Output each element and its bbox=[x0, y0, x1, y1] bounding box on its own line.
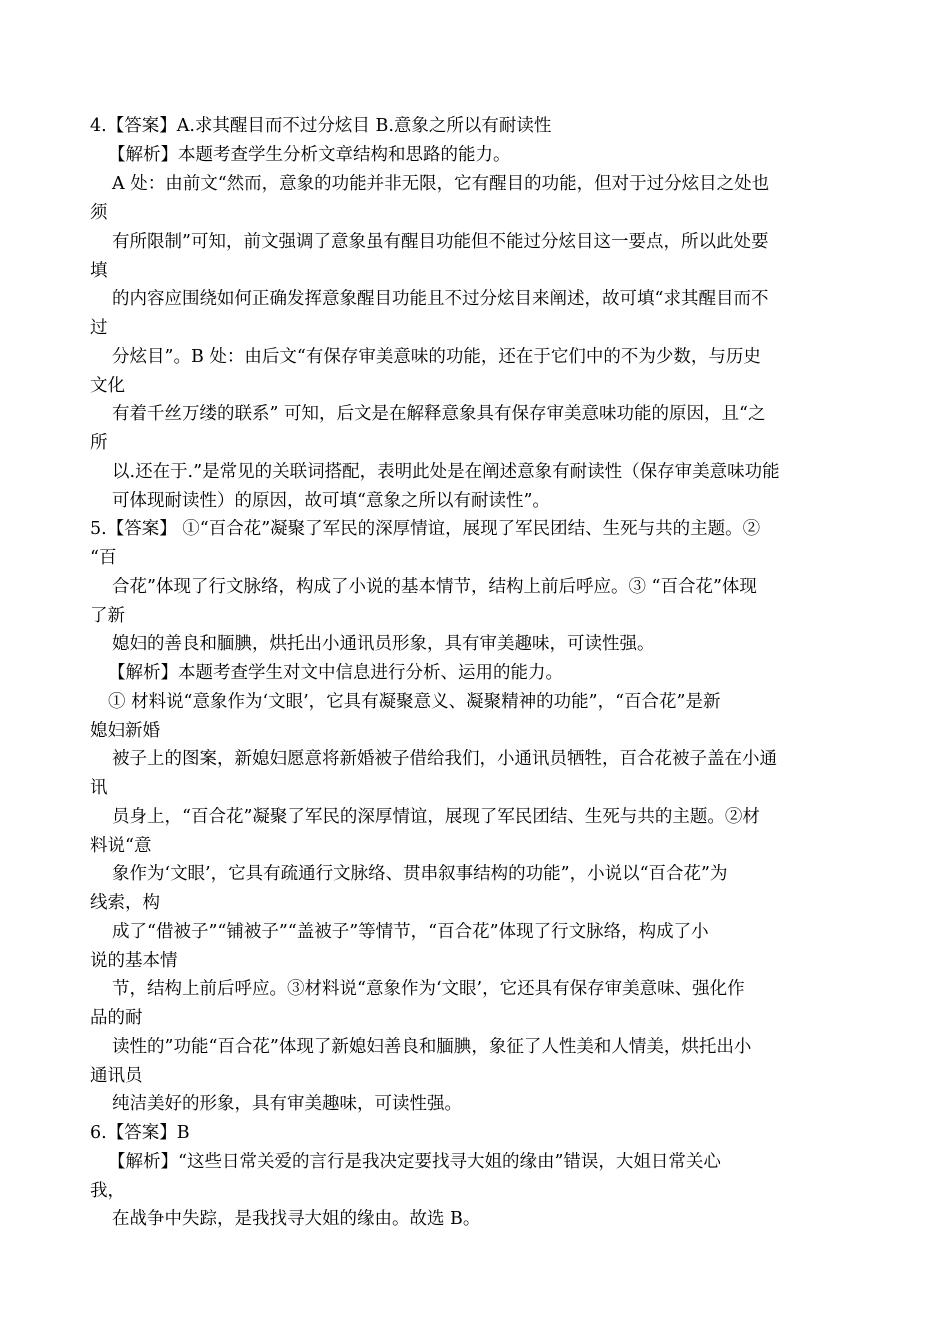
analysis-5-text: 纯洁美好的形象，具有审美趣味，可读性强。 bbox=[112, 1094, 462, 1114]
analysis-4-text: 所 bbox=[90, 433, 108, 453]
analysis-5-heading: 【解析】本题考查学生对文中信息进行分析、运用的能力。 bbox=[108, 663, 563, 683]
analysis-4-text: 以.还在于.”是常见的关联词搭配，表明此处是在阐述意象有耐读性（保存审美意味功能 bbox=[112, 462, 780, 482]
analysis-5-text: 讯 bbox=[90, 778, 108, 798]
answer-4-heading: 4.【答案】A.求其醒目而不过分炫目 B.意象之所以有耐读性 bbox=[90, 116, 552, 136]
analysis-5-text: 品的耐 bbox=[90, 1008, 143, 1028]
analysis-5-text: 说的基本情 bbox=[90, 951, 178, 971]
analysis-5-text: 节，结构上前后呼应。③材料说“意象作为‘文眼’，它还具有保存审美意味、强化作 bbox=[112, 979, 745, 999]
answer-6-heading: 6.【答案】B bbox=[90, 1123, 190, 1143]
analysis-5-text: 料说“意 bbox=[90, 836, 152, 856]
answer-5-text: 合花”体现了行文脉络，构成了小说的基本情节，结构上前后呼应。③ “百合花”体现 bbox=[112, 577, 757, 597]
analysis-5-text: 被子上的图案，新媳妇愿意将新婚被子借给我们，小通讯员牺牲，百合花被子盖在小通 bbox=[112, 749, 777, 769]
analysis-6-text: 我， bbox=[90, 1181, 125, 1201]
analysis-5-text: 成了“借被子”“铺被子”“盖被子”等情节，“百合花”体现了行文脉络，构成了小 bbox=[112, 922, 709, 942]
answer-5-text: 了新 bbox=[90, 606, 125, 626]
analysis-4-text: 可体现耐读性）的原因，故可填“意象之所以有耐读性”。 bbox=[112, 491, 550, 511]
analysis-4-text: 文化 bbox=[90, 376, 125, 396]
analysis-4-text: 的内容应围绕如何正确发挥意象醒目功能且不过分炫目来阐述，故可填“求其醒目而不 bbox=[112, 289, 769, 309]
answer-5-text: 媳妇的善良和腼腆，烘托出小通讯员形象，具有审美趣味，可读性强。 bbox=[112, 634, 655, 654]
analysis-5-text: 线索，构 bbox=[90, 893, 160, 913]
analysis-4-heading: 【解析】本题考查学生分析文章结构和思路的能力。 bbox=[108, 145, 511, 165]
analysis-4-text: 填 bbox=[90, 261, 108, 281]
answer-5-heading: 5.【答案】 ①“百合花”凝聚了军民的深厚情谊，展现了军民团结、生死与共的主题。② bbox=[90, 519, 761, 539]
analysis-5-text: 象作为‘文眼’，它具有疏通行文脉络、贯串叙事结构的功能”，小说以“百合花”为 bbox=[112, 864, 728, 884]
analysis-4-text: A 处：由前文“然而，意象的功能并非无限，它有醒目的功能，但对于过分炫目之处也 bbox=[112, 174, 770, 194]
analysis-5-text: 通讯员 bbox=[90, 1066, 143, 1086]
analysis-5-text: 员身上，“百合花”凝聚了军民的深厚情谊，展现了军民团结、生死与共的主题。②材 bbox=[112, 807, 760, 827]
analysis-4-text: 须 bbox=[90, 203, 108, 223]
analysis-5-text: 读性的”功能“百合花”体现了新媳妇善良和腼腆，象征了人性美和人情美，烘托出小 bbox=[112, 1037, 752, 1057]
analysis-5-text: 媳妇新婚 bbox=[90, 721, 160, 741]
analysis-4-text: 过 bbox=[90, 318, 108, 338]
analysis-4-text: 有所限制”可知，前文强调了意象虽有醒目功能但不能过分炫目这一要点，所以此处要 bbox=[112, 232, 769, 252]
analysis-4-text: 分炫目”。B 处：由后文“有保存审美意味的功能，还在于它们中的不为少数，与历史 bbox=[112, 347, 761, 367]
answer-5-text: “百 bbox=[90, 548, 117, 568]
analysis-4-text: 有着千丝万缕的联系” 可知，后文是在解释意象具有保存审美意味功能的原因，且“之 bbox=[112, 404, 766, 424]
analysis-6-text: 在战争中失踪，是我找寻大姐的缘由。故选 B。 bbox=[112, 1209, 481, 1229]
analysis-6-heading: 【解析】“这些日常关爱的言行是我决定要找寻大姐的缘由”错误，大姐日常关心 bbox=[108, 1152, 721, 1172]
analysis-5-text: ① 材料说“意象作为‘文眼’，它具有凝聚意义、凝聚精神的功能”，“百合花”是新 bbox=[108, 692, 721, 712]
